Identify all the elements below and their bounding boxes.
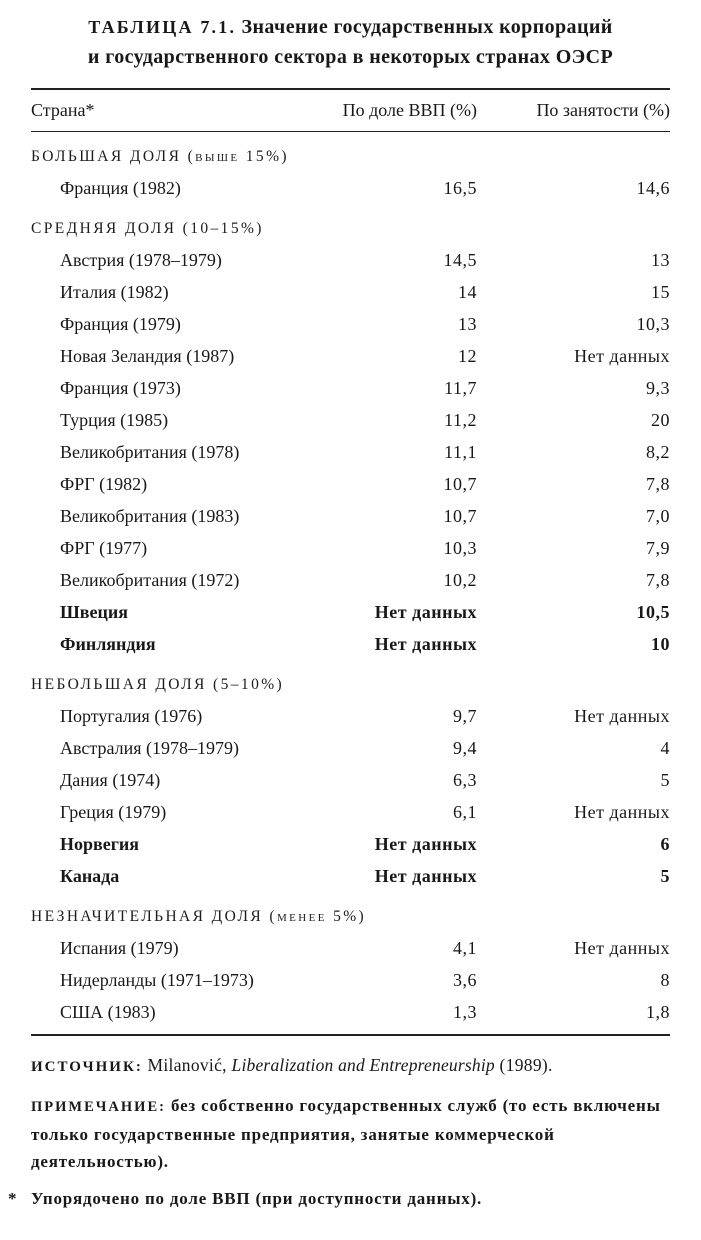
country-cell: Швеция [60, 602, 128, 622]
gdp-share-cell: 9,7 [453, 706, 477, 726]
employment-share-cell: 8 [660, 970, 670, 990]
employment-share-cell: 7,0 [646, 506, 670, 526]
gdp-share-cell: 16,5 [443, 178, 477, 198]
employment-share-cell: Нет данных [574, 938, 670, 958]
gdp-share-cell: 11,1 [444, 442, 477, 462]
country-cell: Испания (1979) [60, 938, 179, 958]
divider-bottom [31, 1034, 670, 1036]
employment-share-cell: 7,8 [646, 570, 670, 590]
gdp-share-cell: 10,2 [443, 570, 477, 590]
employment-share-cell: 7,8 [646, 474, 670, 494]
table-header-row [31, 90, 670, 131]
gdp-share-cell: Нет данных [374, 866, 477, 886]
employment-share-cell: 7,9 [646, 538, 670, 558]
employment-share-cell: 13 [651, 250, 670, 270]
note [31, 1092, 670, 1175]
gdp-share-cell: 14 [458, 282, 477, 302]
country-cell: Португалия (1976) [60, 706, 203, 726]
footnote-marker: * [8, 1189, 18, 1208]
source-line [31, 1053, 670, 1079]
country-cell: Греция (1979) [60, 802, 167, 822]
employment-share-cell: 20 [651, 410, 670, 430]
table-row [31, 244, 670, 276]
country-cell: Финляндия [60, 634, 156, 654]
table-row [31, 468, 670, 500]
country-cell: Дания (1974) [60, 770, 161, 790]
table-body [31, 132, 670, 1034]
employment-share-cell: 5 [660, 866, 670, 886]
table-row [31, 596, 670, 628]
source-year: (1989). [499, 1055, 553, 1075]
table-row [31, 964, 670, 996]
gdp-share-cell: 6,1 [453, 802, 477, 822]
table-row [31, 628, 670, 660]
employment-share-cell: Нет данных [574, 706, 670, 726]
employment-share-cell: 9,3 [646, 378, 670, 398]
employment-share-cell: 6 [660, 834, 670, 854]
employment-share-cell: 10,3 [636, 314, 670, 334]
table-row [31, 500, 670, 532]
gdp-share-cell: 13 [458, 314, 477, 334]
employment-share-cell: 15 [651, 282, 670, 302]
table-row [31, 732, 670, 764]
column-header-country: Страна* [31, 100, 95, 120]
country-cell: Франция (1973) [60, 378, 181, 398]
employment-share-cell: 8,2 [646, 442, 670, 462]
country-cell: Новая Зеландия (1987) [60, 346, 235, 366]
table-row [31, 372, 670, 404]
table-row [31, 764, 670, 796]
country-cell: Великобритания (1972) [60, 570, 240, 590]
footnote-text: Упорядочено по доле ВВП (при доступности данных). [31, 1189, 483, 1208]
source-author: Milanović, [147, 1055, 227, 1075]
employment-share-cell: Нет данных [574, 802, 670, 822]
country-cell: Франция (1979) [60, 314, 181, 334]
table-row [31, 532, 670, 564]
country-cell: США (1983) [60, 1002, 156, 1022]
employment-share-cell: 10 [651, 634, 670, 654]
note-text: без собственно государственных служб (то есть включены только государственные предприятия, занятые коммерческой деятельностью). [31, 1096, 661, 1171]
gdp-share-cell: 6,3 [453, 770, 477, 790]
gdp-share-cell: 11,7 [444, 378, 477, 398]
note-label: ПРИМЕЧАНИЕ: [31, 1099, 166, 1115]
country-cell: Нидерланды (1971–1973) [60, 970, 254, 990]
gdp-share-cell: 1,3 [453, 1002, 477, 1022]
gdp-share-cell: 9,4 [453, 738, 477, 758]
table-number: ТАБЛИЦА 7.1. [88, 17, 237, 37]
table-row [31, 828, 670, 860]
country-cell: Великобритания (1978) [60, 442, 240, 462]
column-header-gdp-share: По доле ВВП (%) [342, 100, 477, 120]
country-cell: Канада [60, 866, 120, 886]
gdp-share-cell: Нет данных [374, 834, 477, 854]
employment-share-cell: 10,5 [636, 602, 670, 622]
gdp-share-cell: 3,6 [453, 970, 477, 990]
gdp-share-cell: 10,7 [443, 474, 477, 494]
section-header: БОЛЬШАЯ ДОЛЯ (выше 15%) [31, 148, 289, 165]
table-row [31, 172, 670, 204]
source-work-title: Liberalization and Entrepreneurship [231, 1055, 495, 1075]
country-cell: Франция (1982) [60, 178, 181, 198]
table-row [31, 340, 670, 372]
gdp-share-cell: 10,7 [443, 506, 477, 526]
gdp-share-cell: Нет данных [374, 634, 477, 654]
employment-share-cell: Нет данных [574, 346, 670, 366]
title-line-1 [31, 12, 670, 42]
table-row [31, 308, 670, 340]
source-label: ИСТОЧНИК: [31, 1059, 143, 1075]
country-cell: Австралия (1978–1979) [60, 738, 239, 758]
table-row [31, 996, 670, 1028]
employment-share-cell: 4 [660, 738, 670, 758]
table-row [31, 436, 670, 468]
table-row [31, 404, 670, 436]
country-cell: Турция (1985) [60, 410, 169, 430]
table-row [31, 276, 670, 308]
table-title [31, 12, 670, 72]
country-cell: ФРГ (1977) [60, 538, 148, 558]
country-cell: Великобритания (1983) [60, 506, 240, 526]
country-cell: Норвегия [60, 834, 140, 854]
gdp-share-cell: 12 [458, 346, 477, 366]
employment-share-cell: 14,6 [636, 178, 670, 198]
gdp-share-cell: 14,5 [443, 250, 477, 270]
section-header: НЕБОЛЬШАЯ ДОЛЯ (5–10%) [31, 676, 285, 693]
title-line-2: и государственного сектора в некоторых странах ОЭСР [87, 46, 614, 68]
country-cell: Италия (1982) [60, 282, 169, 302]
table-row [31, 564, 670, 596]
section-header: СРЕДНЯЯ ДОЛЯ (10–15%) [31, 220, 264, 237]
table-row [31, 700, 670, 732]
table-row [31, 796, 670, 828]
table-row [31, 932, 670, 964]
employment-share-cell: 5 [660, 770, 670, 790]
gdp-share-cell: Нет данных [374, 602, 477, 622]
table-row [31, 860, 670, 892]
country-cell: ФРГ (1982) [60, 474, 148, 494]
column-header-employment-share: По занятости (%) [536, 100, 670, 120]
footnote [8, 1187, 670, 1211]
gdp-share-cell: 4,1 [453, 938, 477, 958]
title-text-1: Значение государственных корпораций [241, 16, 613, 38]
gdp-share-cell: 11,2 [444, 410, 477, 430]
country-cell: Австрия (1978–1979) [60, 250, 222, 270]
gdp-share-cell: 10,3 [443, 538, 477, 558]
section-header: НЕЗНАЧИТЕЛЬНАЯ ДОЛЯ (менее 5%) [31, 908, 367, 925]
employment-share-cell: 1,8 [646, 1002, 670, 1022]
